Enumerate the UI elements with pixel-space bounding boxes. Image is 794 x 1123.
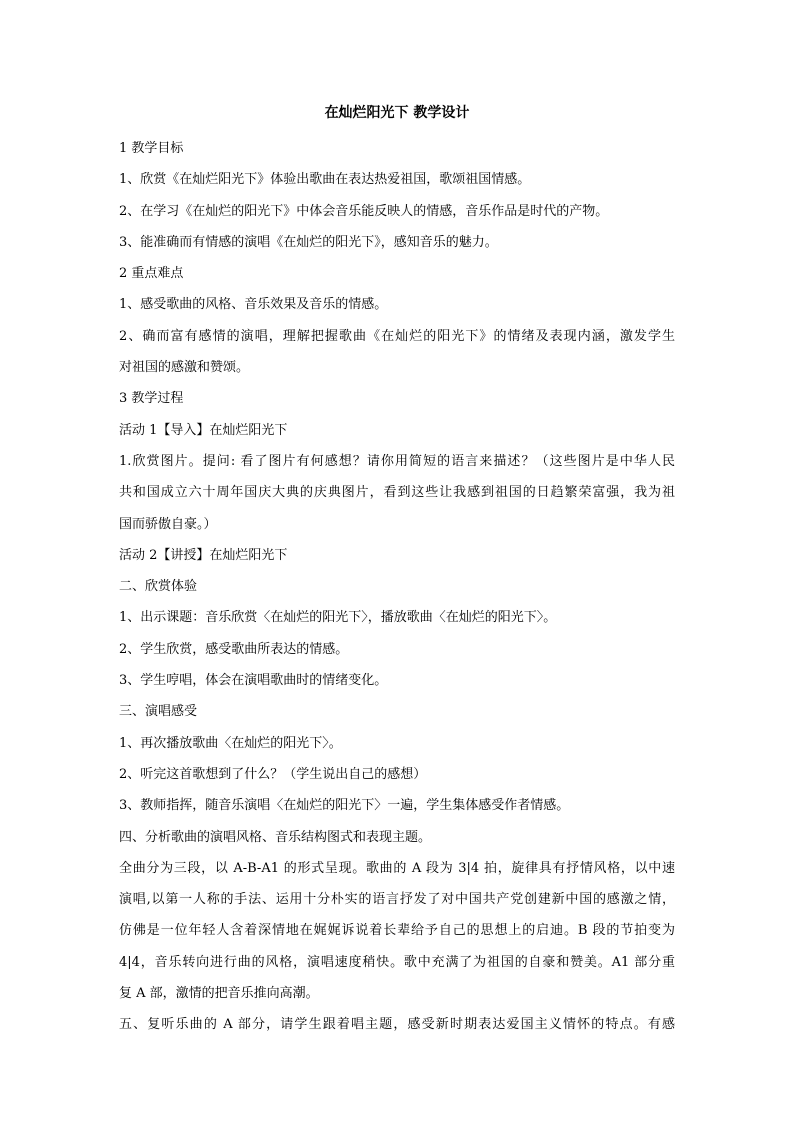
paragraph-line: 2、在学习《在灿烂的阳光下》中体会音乐能反映人的情感，音乐作品是时代的产物。 — [119, 203, 609, 219]
paragraph-line: 3 教学过程 — [119, 391, 184, 407]
paragraph-line: 1.欣赏图片。提问: 看了图片有何感想？请你用简短的语言来描述？（这些图片是中华人民 — [119, 453, 675, 469]
paragraph-line: 2、确而富有感情的演唱，理解把握歌曲《在灿烂的阳光下》的情绪及表现内涵，激发学生 — [119, 328, 675, 344]
paragraph-line: 1 教学目标 — [119, 141, 184, 156]
paragraph-line: 1、欣赏《在灿烂阳光下》体验出歌曲在表达热爱祖国，歌颂祖国情感。 — [119, 172, 531, 188]
paragraph-line: 演唱,以第一人称的手法、运用十分朴实的语言抒发了对中国共产党创建新中国的感激之情， — [119, 892, 675, 908]
paragraph-line: 3、学生哼唱，体会在演唱歌曲时的情绪变化。 — [119, 673, 388, 689]
paragraph-line: 仿佛是一位年轻人含着深情地在娓娓诉说着长辈给予自己的思想上的启迪。B 段的节拍变为 — [119, 923, 675, 939]
paragraph-line: 共和国成立六十周年国庆大典的庆典图片，看到这些让我感到祖国的日趋繁荣富强，我为祖 — [119, 485, 675, 501]
paragraph-line: 2、学生欣赏，感受歌曲所表达的情感。 — [119, 641, 349, 657]
paragraph-line: 3、教师指挥，随音乐演唱〈在灿烂的阳光下〉一遍，学生集体感受作者情感。 — [119, 798, 570, 814]
paragraph-line: 对祖国的感激和赞颂。 — [119, 360, 250, 376]
paragraph-line: 2、听完这首歌想到了什么？（学生说出自己的感想） — [119, 766, 427, 782]
paragraph-line: 全曲分为三段，以 A-B-A1 的形式呈现。歌曲的 A 段为 3|4 拍，旋律具有抒情风格，以中速 — [119, 860, 675, 876]
paragraph-line: 2 重点难点 — [119, 266, 184, 282]
paragraph-line: 四、分析歌曲的演唱风格、音乐结构图式和表现主题。 — [119, 829, 432, 845]
paragraph-line: 1、出示课题：音乐欣赏〈在灿烂的阳光下〉，播放歌曲〈在灿烂的阳光下〉。 — [119, 610, 557, 626]
paragraph-line: 3、能准确而有情感的演唱《在灿烂的阳光下》，感知音乐的魅力。 — [119, 234, 498, 250]
paragraph-line: 活动 2【讲授】在灿烂阳光下 — [119, 547, 288, 563]
paragraph-line: 复 A 部，激情的把音乐推向高潮。 — [119, 986, 319, 1002]
paragraph-line: 国而骄傲自豪。） — [119, 516, 217, 532]
document-title: 在灿烂阳光下 教学设计 — [324, 105, 470, 121]
paragraph-line: 三、演唱感受 — [119, 704, 198, 720]
paragraph-line: 1、再次播放歌曲〈在灿烂的阳光下〉。 — [119, 735, 342, 751]
paragraph-line: 活动 1【导入】在灿烂阳光下 — [119, 422, 288, 438]
paragraph-line: 二、欣赏体验 — [119, 579, 198, 595]
document-body — [119, 133, 675, 1041]
paragraph-line: 五、复听乐曲的 A 部分，请学生跟着唱主题，感受新时期表达爱国主义情怀的特点。有感 — [119, 1017, 675, 1033]
paragraph-line: 4|4，音乐转向进行曲的风格，演唱速度稍快。歌中充满了为祖国的自豪和赞美。A1 部分重 — [119, 954, 675, 970]
paragraph-line: 1、感受歌曲的风格、音乐效果及音乐的情感。 — [119, 297, 388, 313]
